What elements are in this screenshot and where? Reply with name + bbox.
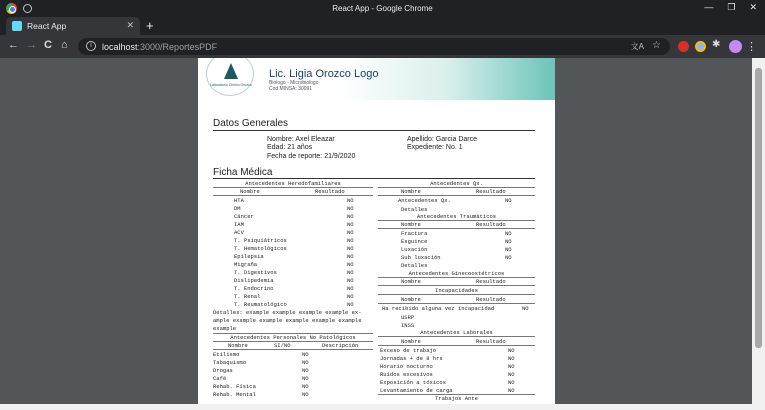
table-row-value: NO (347, 221, 354, 228)
table-row-value: NO (347, 253, 354, 260)
qx-table-title: Antecedentes Qx. (430, 180, 483, 187)
table-row-name: Rehab. Física (213, 383, 256, 390)
table-row-name: Fractura (401, 230, 428, 237)
table-row-value: NO (347, 205, 354, 212)
trauma-table-title: Antecedentes Traumáticos (416, 213, 497, 220)
incap-row-value: NO (522, 305, 529, 312)
table-row-value: NO (508, 363, 515, 370)
nopat-col-desc: Descripción (322, 342, 359, 349)
menu-dots-icon[interactable]: ⋮ (746, 41, 757, 53)
puzzle-icon[interactable]: ✱ (712, 39, 721, 50)
table-row-value: NO (302, 375, 309, 382)
browser-toolbar (0, 35, 765, 58)
table-row-name: DM (234, 205, 241, 212)
table-row-name: Epilepsia (234, 253, 264, 260)
laborales-col-resultado: Resultado (476, 338, 506, 345)
table-row-value: NO (508, 387, 515, 394)
field-edad: Edad: 21 años (267, 144, 313, 151)
star-icon[interactable]: ☆ (652, 40, 661, 51)
forward-button[interactable]: → (26, 39, 37, 51)
avatar[interactable] (729, 40, 742, 53)
table-row-value: NO (347, 245, 354, 252)
table-row-name: T. Hematológicos (234, 245, 287, 252)
vertical-scrollbar[interactable] (752, 58, 765, 410)
table-row-name: Esguince (401, 238, 428, 245)
qx-col-nombre: Nombre (401, 188, 421, 195)
qx-row-value: NO (505, 197, 512, 204)
divider (378, 336, 535, 337)
table-row-value: NO (505, 254, 512, 261)
field-apellido: Apellido: Garcia Darce (407, 136, 478, 143)
trauma-col-resultado: Resultado (476, 221, 506, 228)
gineco-col-resultado: Resultado (476, 278, 506, 285)
nopat-col-sino: SI/NO (274, 342, 291, 349)
scroll-thumb[interactable] (755, 68, 762, 348)
table-row-value: NO (302, 359, 309, 366)
url-path: :3000/ReportesPDF (137, 42, 218, 52)
back-button[interactable]: ← (8, 39, 19, 51)
table-row-value: NO (347, 301, 354, 308)
tab-strip (0, 17, 765, 35)
gineco-table-title: Antecedentes Ginecoostétricos (408, 270, 505, 277)
gineco-col-nombre: Nombre (401, 278, 421, 285)
horizontal-scrollbar[interactable] (0, 404, 752, 410)
divider (378, 195, 535, 196)
hered-detalles-3: example (213, 325, 237, 332)
table-row-value: NO (347, 229, 354, 236)
table-row-value: NO (347, 293, 354, 300)
hered-detalles-1: Detalles: example example example example ex- (213, 309, 362, 316)
pdf-viewer[interactable] (0, 58, 765, 410)
qx-row-name: Antecedentes Qx. (398, 197, 451, 204)
qx-detalles: Detalles (401, 206, 428, 213)
lab-logo (206, 58, 254, 96)
table-row-value: NO (347, 197, 354, 204)
minimize-icon[interactable]: — (704, 2, 714, 12)
table-row-value: NO (347, 269, 354, 276)
qx-col-resultado: Resultado (476, 188, 506, 195)
table-row-value: NO (347, 213, 354, 220)
trauma-col-nombre: Nombre (401, 221, 421, 228)
hered-col-resultado: Resultado (315, 188, 345, 195)
table-row-name: Exceso de trabajo (380, 347, 437, 354)
table-row-value: NO (505, 238, 512, 245)
ficha-medica-title: Ficha Médica (213, 167, 273, 178)
doctor-name: Lic. Ligia Orozco Logo (269, 68, 379, 80)
table-row-name: T. Endocrino (234, 285, 274, 292)
trabajos-table-title: Trabajos Ante (435, 395, 478, 402)
table-row-value: NO (347, 285, 354, 292)
incap-usrp: USRP (401, 314, 415, 321)
divider (213, 187, 373, 188)
incap-col-resultado: Resultado (476, 296, 506, 303)
url-host: localhost (102, 42, 138, 52)
new-tab-button[interactable]: + (146, 18, 154, 33)
table-row-value: NO (302, 391, 309, 398)
window-title: React App - Google Chrome (332, 4, 433, 13)
table-row-name: HTA (234, 197, 244, 204)
tab-close-icon[interactable]: ✕ (126, 20, 134, 30)
table-row-name: Migraña (234, 261, 258, 268)
table-row-name: Cáncer (234, 213, 254, 220)
trauma-detalles: Detalles (401, 262, 428, 269)
translate-icon[interactable]: 文A (630, 42, 644, 51)
logo-text: Laboratorio Clínico Orozco (210, 83, 252, 87)
table-row-value: NO (505, 230, 512, 237)
table-row-name: Tabaquismo (213, 359, 247, 366)
divider (378, 228, 535, 229)
incap-inss: INSS (401, 322, 415, 329)
table-row-name: T. Renal (234, 293, 261, 300)
extension-red-icon[interactable] (678, 41, 689, 52)
close-window-icon[interactable]: ✕ (749, 2, 757, 12)
table-row-name: Etilismo (213, 351, 240, 358)
window-controls (704, 2, 757, 13)
table-row-value: NO (508, 347, 515, 354)
table-row-value: NO (302, 351, 309, 358)
divider (378, 303, 535, 304)
reload-button[interactable]: C (44, 39, 52, 51)
table-row-value: NO (302, 367, 309, 374)
divider (213, 130, 535, 131)
home-button[interactable]: ⌂ (61, 39, 68, 51)
table-row-name: Horario nocturno (380, 363, 433, 370)
table-row-name: Exposición a tóxicos (380, 379, 447, 386)
datos-generales-title: Datos Generales (213, 118, 289, 129)
table-row-name: Dislipedemia (234, 277, 274, 284)
table-row-name: ACV (234, 229, 244, 236)
table-row-value: NO (508, 355, 515, 362)
maximize-icon[interactable]: ❐ (727, 2, 736, 12)
incap-row-name: Ha recibido alguna vez incapacidad (382, 305, 495, 312)
table-row-name: T. Psiquiátricos (234, 237, 287, 244)
incap-col-nombre: Nombre (401, 296, 421, 303)
table-row-name: Sub luxación (401, 254, 441, 261)
table-row-value: NO (347, 277, 354, 284)
pdf-page (198, 58, 555, 404)
table-row-name: Café (213, 375, 227, 382)
table-row-name: IAM (234, 221, 244, 228)
incap-table-title: Incapacidades (435, 287, 478, 294)
field-nombre: Nombre: Axel Eleazar (267, 136, 335, 143)
field-fecha: Fecha de reporte: 21/9/2020 (267, 153, 356, 160)
table-row-name: Rehab. Mental (213, 391, 256, 398)
divider (213, 349, 373, 350)
divider (213, 195, 373, 196)
divider (378, 345, 535, 346)
tab-title: React App (27, 21, 67, 31)
nopat-table-title: Antecedentes Personales No Patológicos (230, 334, 356, 341)
table-row-name: Drogas (213, 367, 233, 374)
table-row-value: NO (505, 246, 512, 253)
table-row-name: T. Reumatológico (234, 301, 287, 308)
hered-detalles-2: ample example example example example example (213, 317, 362, 324)
divider (378, 294, 535, 295)
table-row-value: NO (347, 261, 354, 268)
table-row-value: NO (508, 371, 515, 378)
doctor-code: Cod MINSA: 30991 (269, 86, 313, 92)
flask-icon (224, 63, 238, 79)
table-row-value: NO (347, 237, 354, 244)
divider (213, 178, 535, 179)
laborales-table-title: Antecedentes Laborales (420, 329, 493, 336)
react-favicon-icon (12, 21, 22, 31)
hered-col-nombre: Nombre (240, 188, 260, 195)
table-row-value: NO (302, 383, 309, 390)
table-row-name: Levantamiento de carga (380, 387, 453, 394)
doctor-title: Biologo - Microbiologo (269, 80, 319, 86)
table-row-name: T. Digestivos (234, 269, 277, 276)
nopat-col-nombre: Nombre (228, 342, 248, 349)
table-row-name: Ruidos excesivos (380, 371, 433, 378)
site-info-icon[interactable]: i (86, 41, 96, 51)
table-row-name: Jornadas + de 8 hrs (380, 355, 443, 362)
url-text[interactable] (102, 42, 217, 52)
report-header (198, 58, 555, 100)
hered-table-title: Antecedentes Heredofamiliares (245, 180, 341, 187)
field-expediente: Expediente: No. 1 (407, 144, 463, 151)
extension-color-icon[interactable] (695, 41, 706, 52)
table-row-value: NO (508, 379, 515, 386)
address-bar[interactable] (78, 38, 670, 55)
window-titlebar (0, 0, 765, 17)
laborales-col-nombre: Nombre (401, 338, 421, 345)
tab-react-app[interactable] (6, 17, 140, 35)
divider (378, 285, 535, 286)
table-row-name: Luxación (401, 246, 428, 253)
